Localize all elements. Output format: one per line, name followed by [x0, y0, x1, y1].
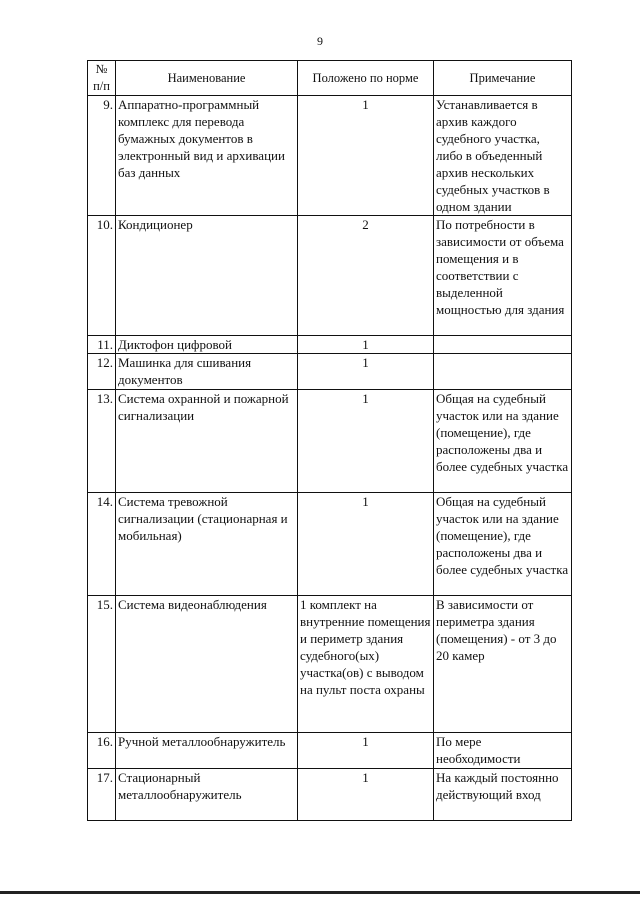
row-name: Кондиционер — [116, 216, 298, 336]
row-note: По потребности в зависимости от объема помещения и в соответствии с выделенной мощностью для здания — [434, 216, 572, 336]
row-num: 13. — [88, 390, 116, 493]
row-note — [434, 354, 572, 390]
header-num: № п/п — [88, 61, 116, 96]
row-norm: 1 — [298, 769, 434, 821]
table-row — [88, 733, 572, 769]
row-note: Общая на судебный участок или на здание (помещение), где расположены два и более судебных участка — [434, 493, 572, 596]
row-name: Аппаратно-программный комплекс для перевода бумажных документов в электронный вид и архивации баз данных — [116, 96, 298, 216]
table-row — [88, 596, 572, 733]
row-norm: 1 — [298, 96, 434, 216]
header-name: Наименование — [116, 61, 298, 96]
row-num: 16. — [88, 733, 116, 769]
row-note — [434, 336, 572, 354]
row-norm: 1 — [298, 336, 434, 354]
row-name: Система охранной и пожарной сигнализации — [116, 390, 298, 493]
row-note: Устанавливается в архив каждого судебного участка, либо в объеденный архив нескольких судебных участков в одном здании — [434, 96, 572, 216]
row-num: 15. — [88, 596, 116, 733]
row-norm: 1 — [298, 493, 434, 596]
table-row — [88, 769, 572, 821]
header-norm: Положено по норме — [298, 61, 434, 96]
page-number: 9 — [317, 34, 323, 48]
table-row — [88, 336, 572, 354]
row-norm: 1 комплект на внутренние помещения и периметр здания судебного(ых) участка(ов) с выводом на пульт поста охраны — [298, 596, 434, 733]
row-name: Система видеонаблюдения — [116, 596, 298, 733]
row-num: 17. — [88, 769, 116, 821]
row-note: В зависимости от периметра здания (помещения) - от 3 до 20 камер — [434, 596, 572, 733]
table-header-row — [88, 61, 572, 96]
row-num: 11. — [88, 336, 116, 354]
row-norm: 1 — [298, 733, 434, 769]
table-row — [88, 390, 572, 493]
row-name: Система тревожной сигнализации (стационарная и мобильная) — [116, 493, 298, 596]
row-num: 12. — [88, 354, 116, 390]
row-num: 9. — [88, 96, 116, 216]
row-num: 14. — [88, 493, 116, 596]
row-norm: 1 — [298, 354, 434, 390]
header-note: Примечание — [434, 61, 572, 96]
row-name: Стационарный металлообнаружитель — [116, 769, 298, 821]
table-row — [88, 96, 572, 216]
scan-edge-line — [0, 891, 640, 894]
row-name: Диктофон цифровой — [116, 336, 298, 354]
table-row — [88, 493, 572, 596]
equipment-table — [87, 60, 572, 821]
table-row — [88, 216, 572, 336]
row-note: Общая на судебный участок или на здание (помещение), где расположены два и более судебных участка — [434, 390, 572, 493]
row-note: На каждый постоянно действующий вход — [434, 769, 572, 821]
row-note: По мере необходимости — [434, 733, 572, 769]
row-num: 10. — [88, 216, 116, 336]
row-norm: 1 — [298, 390, 434, 493]
row-norm: 2 — [298, 216, 434, 336]
row-name: Ручной металлообнаружитель — [116, 733, 298, 769]
table-row — [88, 354, 572, 390]
row-name: Машинка для сшивания документов — [116, 354, 298, 390]
